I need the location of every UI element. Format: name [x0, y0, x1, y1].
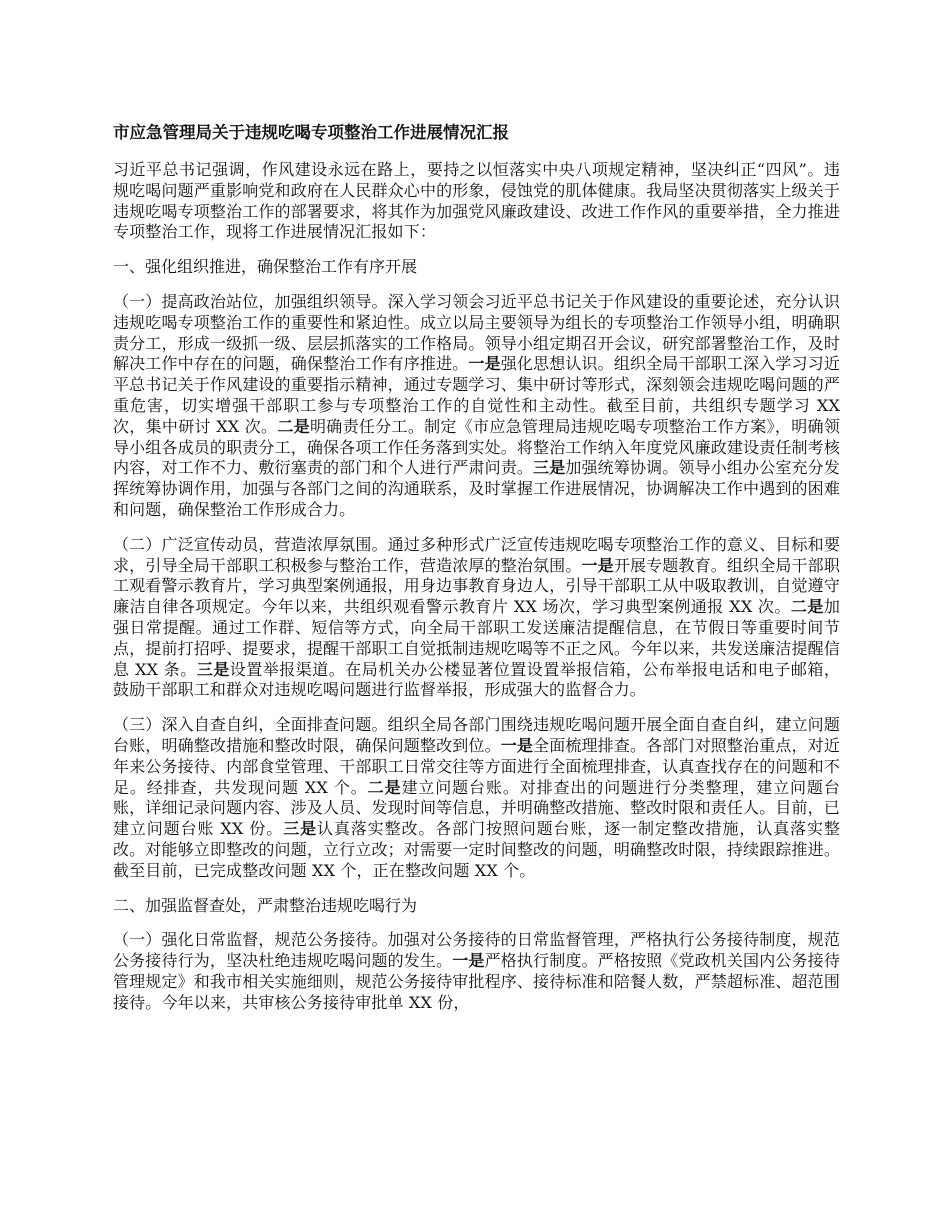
- paragraph-lead: （二）广泛宣传动员，营造浓厚氛围。通过多种形式广泛宣传违规吃喝专项整治工作的意义、目标和要求，引导全局干部职工积极参与整治工作，营造浓厚的整治氛围。: [113, 534, 840, 575]
- document-page: [113, 122, 840, 1027]
- intro-paragraph: 习近平总书记强调，作风建设永远在路上，要持之以恒落实中央八项规定精神，坚决纠正“四风”。违规吃喝问题严重影响党和政府在人民群众心中的形象，侵蚀党的肌体健康。我局坚决贯彻落实上级关于违规吃喝专项整治工作的部署要求，将其作为加强党风廉政建设、改进工作作风的重要举措，全力推进专项整治工作，现将工作进展情况汇报如下：: [113, 160, 840, 242]
- emphasis-keyword: 三是: [533, 458, 566, 478]
- section-2-heading: 二、加强监督查处，严肃整治违规吃喝行为: [113, 895, 418, 915]
- paragraph-lead: （三）深入自查自纠，全面排查问题。组织全局各部门围绕违规吃喝问题开展全面自查自纠，建立问题台账，明确整改措施和整改时限，确保问题整改到位。: [113, 715, 840, 755]
- paragraph-text: 严格执行制度。严格按照《党政机关国内公务接待管理规定》和我市相关实施细则，规范公务接待审批程序、接待标准和陪餐人数，严禁超标准、超范围接待。今年以来，共审核公务接待审批单 XX 份，: [113, 951, 840, 1012]
- paragraph-text: 强化思想认识。组织全局干部职工深入学习习近平总书记关于作风建设的重要指示精神，通过专题学习、集中研讨等形式，深刻领会违规吃喝问题的严重危害，切实增强干部职工参与专项整治工作的自觉性和主动性。截至目前，共组织专题学习 XX 次，集中研讨 XX 次。: [113, 354, 840, 436]
- paragraph-text: 加强日常提醒。通过工作群、短信等方式，向全局干部职工发送廉洁提醒信息，在节假日等重要时间节点，提前打招呼、提要求，提醒干部职工自觉抵制违规吃喝等不正之风。今年以来，共发送廉洁提醒信息 XX 条。: [113, 597, 840, 679]
- emphasis-keyword: 二是: [277, 416, 310, 436]
- section-1-paragraph-2: [113, 535, 840, 701]
- emphasis-keyword: 二是: [790, 597, 824, 617]
- section-1-paragraph-3: [113, 715, 840, 881]
- emphasis-keyword: 一是: [468, 354, 501, 374]
- emphasis-keyword: 三是: [196, 659, 230, 679]
- section-1-heading: 一、强化组织推进，确保整治工作有序开展: [113, 257, 418, 277]
- paragraph-text: 设置举报渠道。在局机关办公楼显著位置设置举报信箱，公布举报电话和电子邮箱，鼓励干部职工和群众对违规吃喝问题进行监督举报，形成强大的监督合力。: [113, 659, 840, 700]
- paragraph-text: 加强统筹协调。领导小组办公室充分发挥统筹协调作用，加强与各部门之间的沟通联系，及时掌握工作进展情况，协调解决工作中遇到的困难和问题，确保整治工作形成合力。: [113, 458, 840, 519]
- section-1-paragraph-1: [113, 292, 840, 521]
- emphasis-keyword: 二是: [367, 777, 402, 797]
- paragraph-text: 建立问题台账。对排查出的问题进行分类整理，建立问题台账，详细记录问题内容、涉及人员、发现时间等信息，并明确整改措施、整改时限和责任人。目前，已建立问题台账 XX 份。: [113, 777, 840, 839]
- paragraph-text: 明确责任分工。制定《市应急管理局违规吃喝专项整治工作方案》，明确领导小组各成员的职责分工，确保各项工作任务落到实处。将整治工作纳入年度党风廉政建设责任制考核内容，对工作不力、敷衍塞责的部门和个人进行严肃问责。: [113, 416, 840, 478]
- paragraph-text: 全面梳理排查。各部门对照整治重点，对近年来公务接待、内部食堂管理、干部职工日常交往等方面进行全面梳理排查，认真查找存在的问题和不足。经排查，共发现问题 XX 个。: [113, 735, 840, 797]
- emphasis-keyword: 一是: [500, 735, 534, 755]
- document-title: 市应急管理局关于违规吃喝专项整治工作进展情况汇报: [113, 123, 509, 142]
- paragraph-lead: （一）提高政治站位，加强组织领导。深入学习领会习近平总书记关于作风建设的重要论述，充分认识违规吃喝专项整治工作的重要性和紧迫性。成立以局主要领导为组长的专项整治工作领导小组，明确职责分工，形成一级抓一级、层层抓落实的工作格局。领导小组定期召开会议，研究部署整治工作，及时解决工作中存在的问题，确保整治工作有序推进。: [113, 291, 840, 374]
- paragraph-text: 认真落实整改。各部门按照问题台账，逐一制定整改措施，认真落实整改。对能够立即整改的问题，立行立改；对需要一定时间整改的问题，明确整改时限，持续跟踪推进。截至目前，已完成整改问题 XX 个，正在整改问题 XX 个。: [113, 819, 840, 880]
- emphasis-keyword: 三是: [283, 819, 317, 839]
- paragraph-lead: （一）强化日常监督，规范公务接待。加强对公务接待的日常监督管理，严格执行公务接待制度，规范公务接待行为，坚决杜绝违规吃喝问题的发生。: [113, 930, 840, 971]
- emphasis-keyword: 一是: [581, 555, 614, 575]
- paragraph-text: 开展专题教育。组织全局干部职工观看警示教育片，学习典型案例通报，用身边事教育身边人，引导干部职工从中吸取教训，自觉遵守廉洁自律各项规定。今年以来，共组织观看警示教育片 XX 场次，学习典型案例通报 XX 次。: [113, 555, 840, 617]
- emphasis-keyword: 一是: [452, 951, 485, 971]
- section-2-paragraph-1: [113, 930, 840, 1013]
